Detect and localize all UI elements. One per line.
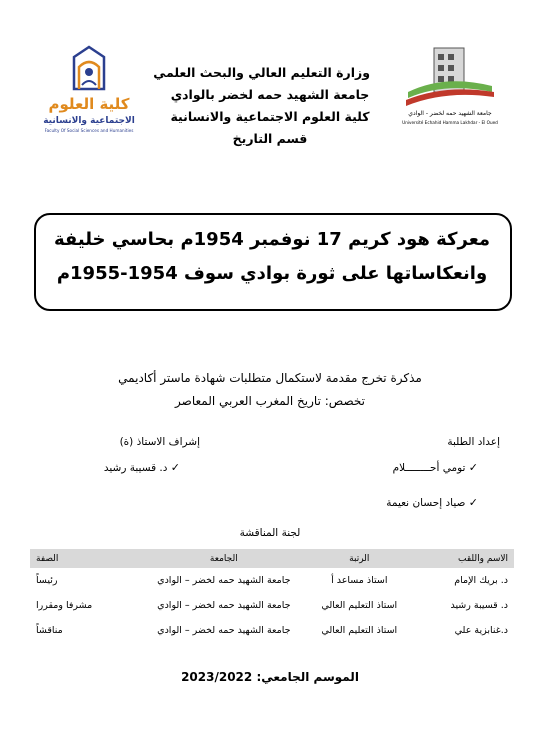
member-name: د. بريك الإمام: [454, 575, 508, 586]
faculty-logo-en: Faculty Of Social Sciences and Humanities: [44, 128, 134, 133]
member-university: جامعة الشهيد حمه لخضر – الوادي: [157, 600, 291, 611]
check-icon: ✓: [468, 496, 478, 509]
member-rank: استاذ التعليم العالي: [321, 600, 398, 611]
academic-year-label: الموسم الجامعي:: [256, 670, 359, 684]
supervisor-name: د. قسيبة رشيد: [103, 462, 168, 474]
committee-title: لجنة المناقشة: [239, 527, 301, 539]
student-2: [386, 496, 478, 509]
student-name: صياد إحسان نعيمة: [386, 497, 466, 509]
member-name: د. قسيبة رشيد: [450, 600, 508, 611]
member-university: جامعة الشهيد حمه لخضر – الوادي: [157, 625, 291, 636]
specialty: تخصص: تاريخ المغرب العربي المعاصر: [175, 394, 365, 408]
member-role: رئيساً: [36, 575, 58, 586]
academic-year: [160, 670, 380, 684]
university-logo-ar: جامعة الشهيد حمه لخضر - الوادي: [408, 110, 492, 117]
col-header-role: الصفة: [30, 549, 139, 568]
prepared-label: إعداد الطلبة: [447, 436, 500, 448]
ministry-name: وزارة التعليم العالي والبحث العلمي: [153, 65, 370, 80]
committee-table: [30, 549, 514, 643]
faculty-logo: [38, 45, 140, 135]
header-block: [153, 62, 370, 150]
university-logo: [400, 40, 500, 130]
check-icon: ✓: [170, 461, 180, 474]
check-icon: ✓: [468, 461, 478, 474]
title-box: [34, 213, 512, 311]
faculty-name: كلية العلوم الاجتماعية والانسانية: [170, 109, 370, 124]
col-header-rank: الرتبة: [309, 549, 410, 568]
col-header-university: الجامعة: [139, 549, 309, 568]
student-name: تومي أحــــــــلام: [392, 462, 466, 474]
department-name: قسم التاريخ: [232, 131, 308, 146]
faculty-logo-main: كلية العلوم: [48, 95, 130, 113]
thesis-title-line1: معركة هود كريم 17 نوفمبر 1954م بحاسي خليفة: [53, 229, 491, 250]
col-header-name: الاسم واللقب: [410, 549, 514, 568]
table-row: [30, 618, 514, 643]
member-name: د.غنابزية علي: [454, 625, 508, 636]
thesis-title-line2: وانعكاساتها على ثورة بوادي سوف 1954-1955م: [56, 263, 488, 284]
table-row: [30, 593, 514, 618]
table-header-row: [30, 549, 514, 568]
academic-year-value: 2023/2022: [181, 670, 253, 684]
supervision-label: إشراف الاستاذ (ة): [119, 436, 200, 448]
member-role: مشرفا ومقررا: [36, 600, 93, 611]
table-row: [30, 568, 514, 593]
member-university: جامعة الشهيد حمه لخضر – الوادي: [157, 575, 291, 586]
faculty-logo-sub: الاجتماعية والانسانية: [43, 116, 135, 126]
supervisor: [104, 461, 180, 474]
student-1: [393, 461, 478, 474]
member-role: مناقشاً: [36, 625, 63, 636]
university-logo-en: Université Echahid Hamma Lakhdar - El Oued: [402, 120, 498, 125]
memo-description: مذكرة تخرج مقدمة لاستكمال متطلبات شهادة ماستر أكاديمي: [118, 371, 422, 385]
university-name: جامعة الشهيد حمه لخضر بالوادي: [170, 87, 370, 102]
member-rank: استاذ التعليم العالي: [321, 625, 398, 636]
member-rank: استاذ مساعد أ: [331, 575, 388, 586]
